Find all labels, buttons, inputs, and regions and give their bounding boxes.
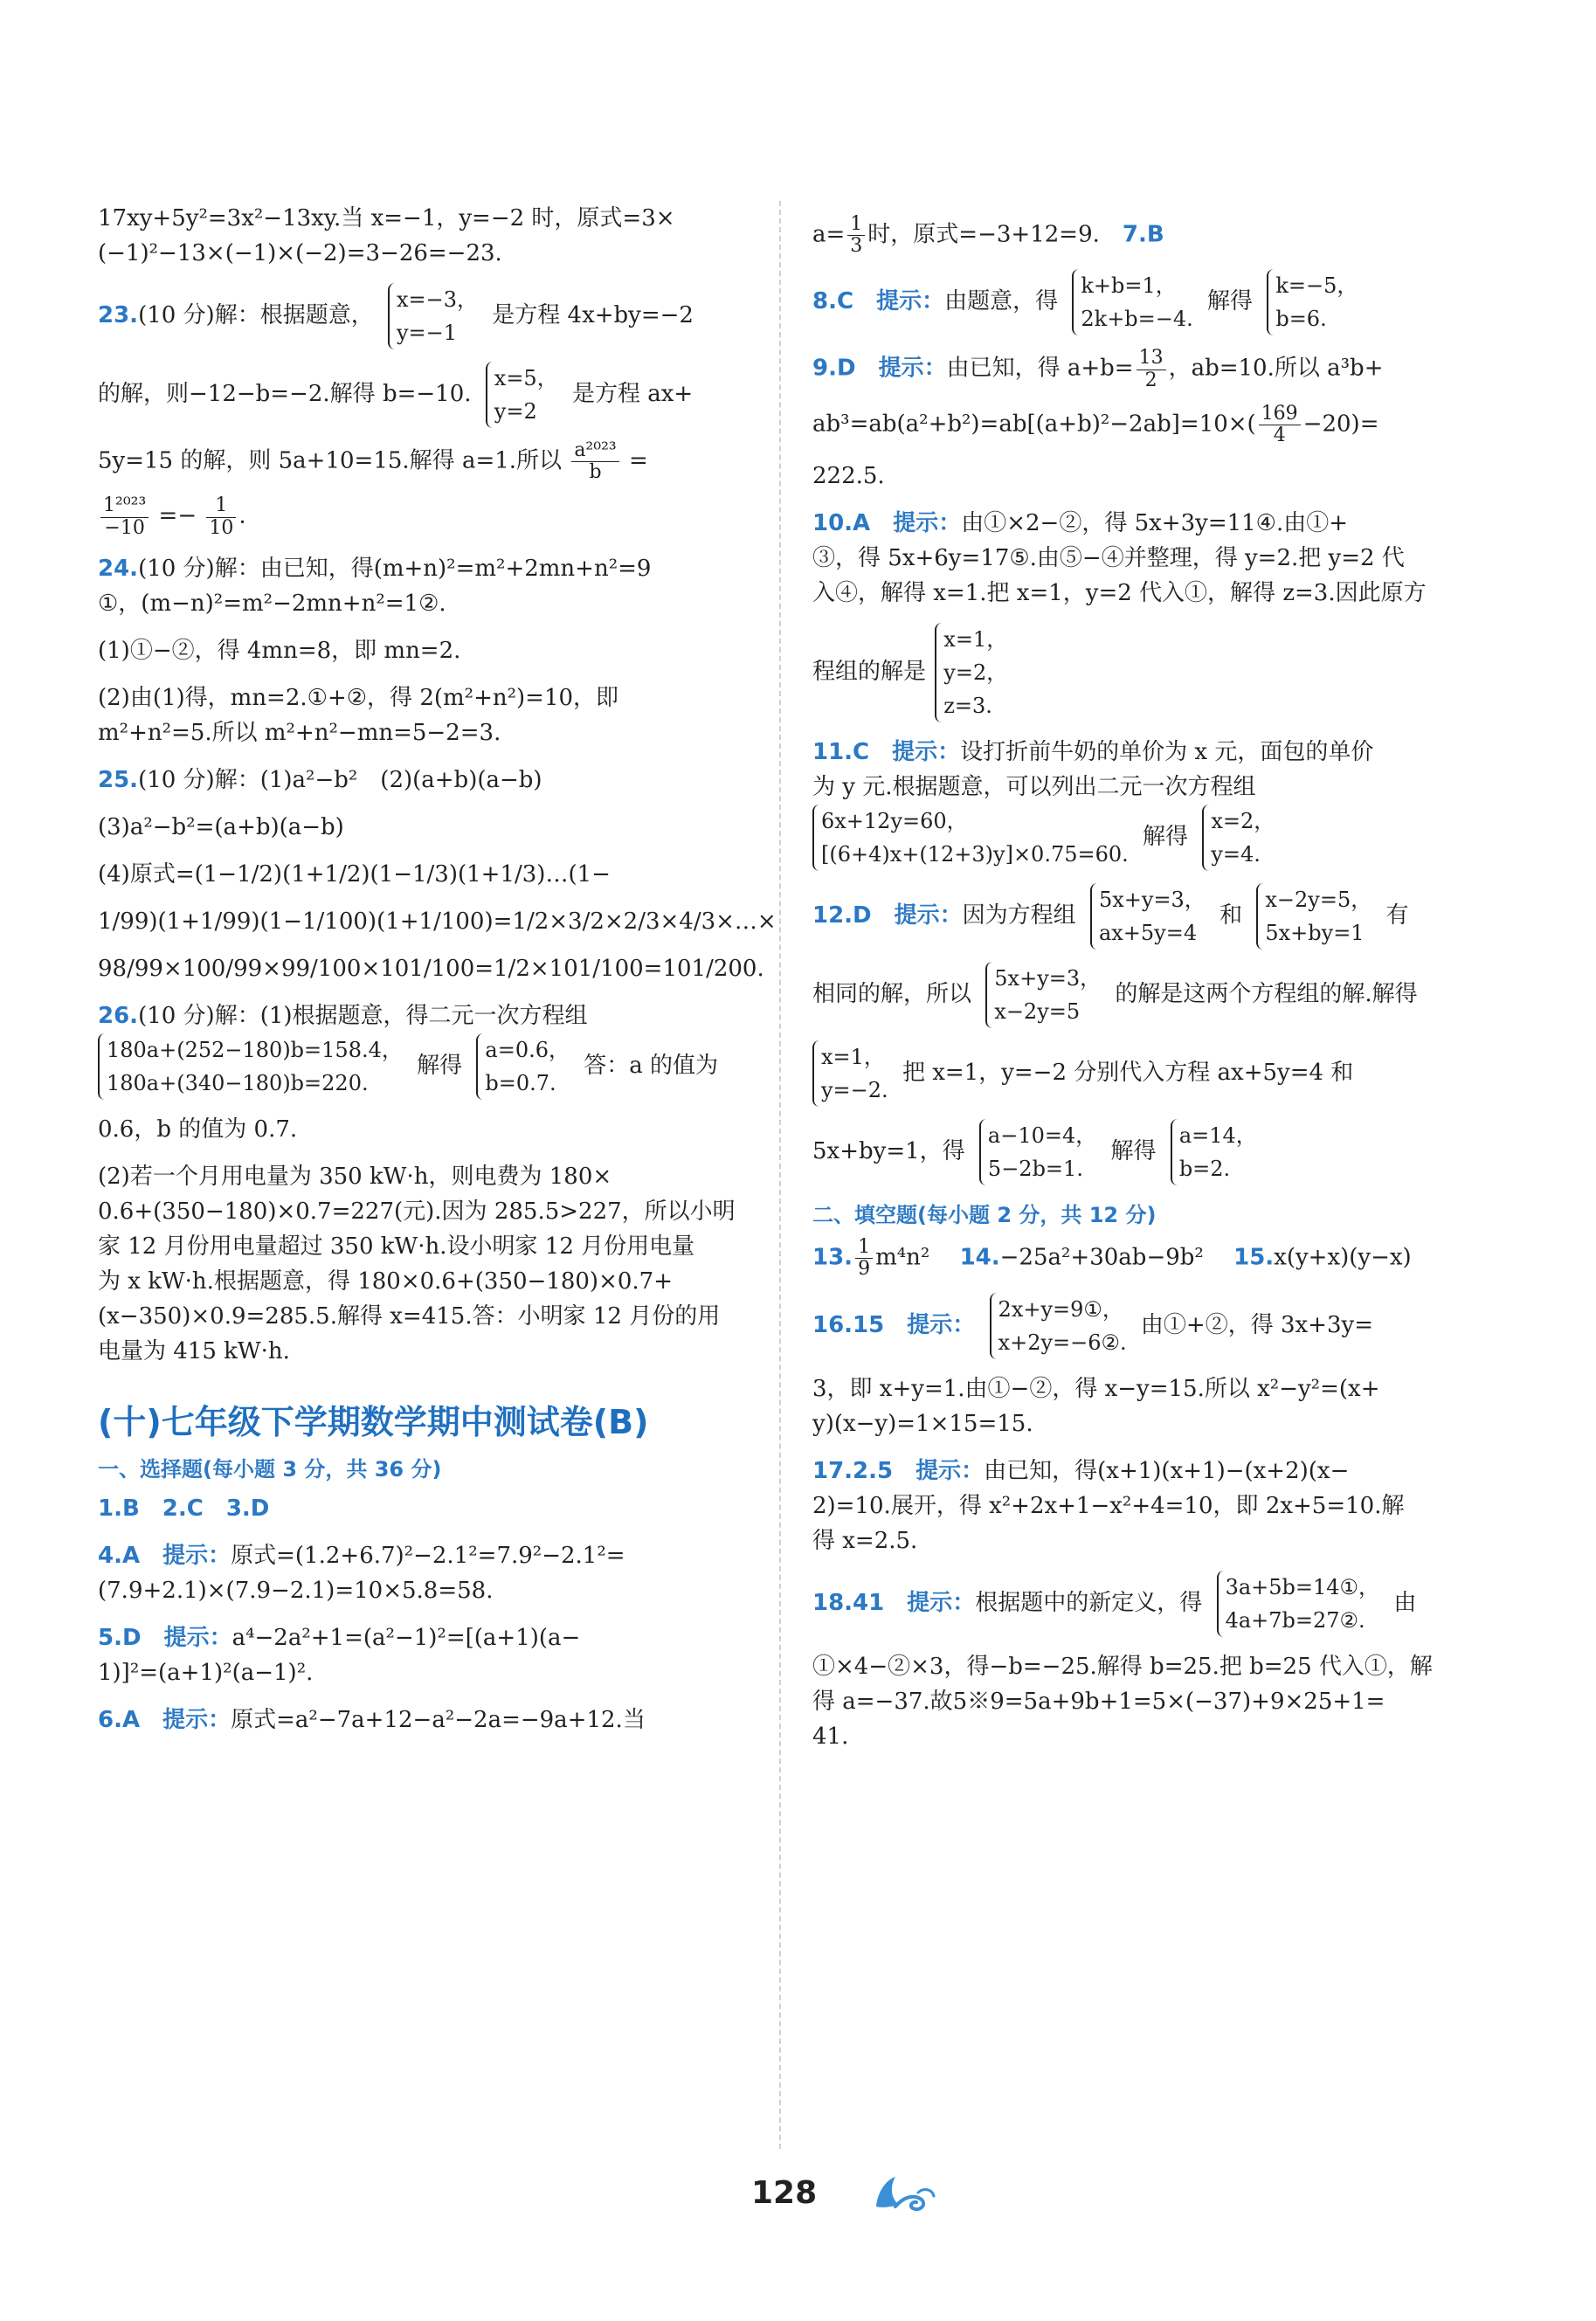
text-span: 解得 bbox=[417, 1052, 463, 1079]
text-line: (x−350)×0.9=285.5.解得 x=415.答：小明家 12 月份的用 bbox=[98, 1302, 721, 1330]
question-number: 9.D bbox=[812, 356, 856, 383]
text-span: (10 分)解：根据题意， bbox=[138, 302, 374, 328]
equation-system bbox=[935, 623, 1007, 722]
text-span: 把 x=1，y=−2 分别代入方程 ax+5y=4 和 bbox=[902, 1060, 1354, 1087]
text-line: (4)原式=(1−1/2)(1+1/2)(1−1/3)(1+1/3)…(1− bbox=[98, 860, 611, 888]
question-number: 24. bbox=[98, 555, 139, 582]
numerator: 13 bbox=[1137, 348, 1166, 370]
equation: b=6. bbox=[1275, 307, 1327, 332]
question-16 bbox=[812, 1293, 1485, 1359]
hint-label: 提示： bbox=[892, 739, 961, 766]
subsection-title: 二、填空题(每小题 2 分，共 12 分) bbox=[812, 1203, 1157, 1228]
equation: [(6+4)x+(12+3)y]×0.75=60. bbox=[821, 842, 1129, 867]
text-span: −25a²+30ab−9b² bbox=[999, 1244, 1204, 1271]
denominator: 9 bbox=[858, 1258, 871, 1281]
text-span: 由题意，得 bbox=[944, 288, 1059, 315]
hint-label: 提示： bbox=[907, 1589, 976, 1616]
text-line: 2)=10.展开，得 x²+2x+1−x²+4=10，即 2x+5=10.解 bbox=[812, 1492, 1405, 1519]
equation-system bbox=[812, 805, 1129, 871]
text-span: 解得 bbox=[1110, 1138, 1157, 1165]
text-span: 由已知，得 a+b= bbox=[946, 356, 1134, 383]
text-line: 电量为 415 kW·h. bbox=[98, 1337, 290, 1364]
text-line bbox=[98, 495, 770, 538]
question-number: 23. bbox=[98, 302, 139, 328]
equation: ax+5y=4 bbox=[1098, 921, 1198, 946]
text-line: 41. bbox=[812, 1723, 849, 1750]
fraction bbox=[206, 495, 236, 538]
left-column bbox=[98, 201, 777, 1737]
denominator: 2 bbox=[1144, 369, 1157, 391]
fraction bbox=[855, 1237, 873, 1280]
text-span: 设打折前牛奶的单价为 x 元，面包的单价 bbox=[960, 739, 1374, 766]
text-line bbox=[98, 1033, 770, 1100]
hint-label: 提示： bbox=[893, 510, 962, 537]
wave-logo-icon bbox=[869, 2172, 939, 2215]
text-span: 因为方程组 bbox=[962, 902, 1076, 929]
answer-7: 7.B bbox=[1122, 221, 1164, 248]
text-line: 得 x=2.5. bbox=[812, 1527, 918, 1554]
section-title: (十)七年级下学期数学期中测试卷(B) bbox=[98, 1402, 649, 1441]
text-line: 得 a=−37.故5※9=5a+9b+1=5×(−37)+9×25+1= bbox=[812, 1688, 1385, 1715]
equation-system bbox=[98, 1033, 403, 1100]
equation: x=1， bbox=[943, 627, 1008, 653]
text-span: 是方程 4x+by=−2 bbox=[492, 302, 694, 328]
equation-system bbox=[990, 1293, 1127, 1359]
equation-system bbox=[1267, 269, 1358, 335]
text-span: 解得 bbox=[1207, 288, 1254, 315]
question-18 bbox=[812, 1571, 1485, 1637]
equation: x=5， bbox=[494, 366, 558, 390]
text-span: 由①+②，得 3x+3y= bbox=[1140, 1311, 1373, 1338]
equation-system bbox=[1090, 883, 1206, 950]
question-4 bbox=[98, 1538, 770, 1573]
numerator: 1²⁰²³ bbox=[100, 495, 149, 517]
numerator: 1 bbox=[847, 214, 865, 236]
question-17 bbox=[812, 1454, 1485, 1489]
equation: 6x+12y=60， bbox=[821, 809, 968, 834]
numerator: 1 bbox=[855, 1237, 873, 1259]
equation-system bbox=[1217, 1571, 1379, 1637]
text-span: = bbox=[628, 447, 648, 474]
text-line: y)(x−y)=1×15=15. bbox=[812, 1410, 1033, 1437]
question-number: 12.D bbox=[812, 902, 872, 929]
text-line bbox=[812, 962, 1485, 1028]
equation-system bbox=[812, 1040, 888, 1107]
text-line: ①，(m−n)²=m²−2mn+n²=1②. bbox=[98, 590, 446, 617]
text-span: =− bbox=[158, 503, 197, 530]
text-span: (10 分)解：(1)a²−b² (2)(a+b)(a−b) bbox=[138, 766, 542, 793]
equation: y=4. bbox=[1211, 842, 1261, 867]
fraction bbox=[847, 214, 865, 257]
equation-system bbox=[979, 1119, 1096, 1185]
question-9 bbox=[812, 348, 1485, 390]
text-line: (−1)²−13×(−1)×(−2)=3−26=−23. bbox=[98, 240, 502, 266]
text-span: (10 分)解：(1)根据题意，得二元一次方程组 bbox=[138, 1002, 588, 1029]
question-12 bbox=[812, 883, 1485, 950]
text-span: −20)= bbox=[1302, 411, 1379, 438]
text-line: 为 x kW·h.根据题意，得 180×0.6+(350−180)×0.7+ bbox=[98, 1268, 673, 1295]
text-line: 17xy+5y²=3x²−13xy.当 x=−1，y=−2 时，原式=3× bbox=[98, 205, 675, 231]
hint-label: 提示： bbox=[162, 1542, 231, 1569]
equation: 180a+(252−180)b=158.4， bbox=[107, 1037, 403, 1062]
hint-label: 提示： bbox=[907, 1311, 976, 1338]
hint-label: 提示： bbox=[894, 902, 963, 929]
question-8 bbox=[812, 269, 1485, 335]
equation: 4a+7b=27②. bbox=[1225, 1607, 1365, 1633]
hint-label: 提示： bbox=[878, 356, 947, 383]
question-number: 5.D bbox=[98, 1624, 142, 1651]
text-line: (2)若一个月用电量为 350 kW·h，则电费为 180× bbox=[98, 1163, 612, 1190]
equation: 3a+5b=14①， bbox=[1225, 1574, 1380, 1599]
text-span: 程组的解是 bbox=[812, 659, 927, 686]
fraction bbox=[571, 440, 618, 483]
question-number: 10.A bbox=[812, 510, 871, 537]
text-span: 由 bbox=[1393, 1589, 1417, 1616]
answers-13-15 bbox=[812, 1237, 1485, 1280]
text-span: 根据题中的新定义，得 bbox=[975, 1589, 1203, 1616]
equation: 180a+(340−180)b=220. bbox=[107, 1070, 369, 1095]
equation: z=3. bbox=[943, 694, 992, 719]
text-span: m⁴n² bbox=[875, 1244, 930, 1271]
hint-label: 提示： bbox=[915, 1457, 985, 1484]
text-span: 由①×2−②，得 5x+3y=11④.由①+ bbox=[961, 510, 1349, 537]
question-number: 8.C bbox=[812, 288, 854, 315]
page-number: 128 bbox=[751, 2175, 818, 2211]
text-span: 答：a 的值为 bbox=[584, 1052, 719, 1079]
text-span: 5y=15 的解，则 5a+10=15.解得 a=1.所以 bbox=[98, 447, 563, 474]
equation: y=2， bbox=[943, 660, 1008, 686]
text-line bbox=[812, 1040, 1485, 1107]
text-span: ab³=ab(a²+b²)=ab[(a+b)²−2ab]=10×( bbox=[812, 411, 1256, 438]
right-column bbox=[812, 214, 1485, 1754]
question-number: 11.C bbox=[812, 739, 870, 766]
numerator: a²⁰²³ bbox=[571, 440, 618, 462]
denominator: 4 bbox=[1273, 424, 1286, 446]
numerator: 169 bbox=[1259, 404, 1301, 425]
text-span: 的解，则−12−b=−2.解得 b=−10. bbox=[98, 381, 472, 407]
text-line: 0.6，b 的值为 0.7. bbox=[98, 1116, 298, 1143]
equation-system bbox=[1256, 883, 1371, 950]
question-number: 18.41 bbox=[812, 1589, 885, 1616]
text-line: (2)由(1)得，mn=2.①+②，得 2(m²+n²)=10，即 bbox=[98, 684, 619, 711]
text-span: . bbox=[238, 503, 246, 530]
denominator: b bbox=[589, 461, 602, 484]
question-number: 25. bbox=[98, 766, 139, 793]
text-span: 时，原式=−3+12=9. bbox=[867, 221, 1100, 248]
text-line bbox=[812, 404, 1485, 446]
equation-system bbox=[1202, 805, 1275, 871]
text-line: 222.5. bbox=[812, 463, 885, 490]
text-line bbox=[98, 440, 770, 483]
text-span: 有 bbox=[1385, 902, 1409, 929]
text-span: 相同的解，所以 bbox=[812, 981, 972, 1008]
text-span: 原式=(1.2+6.7)²−2.1²=7.9²−2.1²= bbox=[231, 1542, 625, 1569]
text-line: ①×4−②×3，得−b=−25.解得 b=25.把 b=25 代入①，解 bbox=[812, 1653, 1433, 1680]
text-span: 的解是这两个方程组的解.解得 bbox=[1115, 981, 1418, 1008]
question-number: 14. bbox=[959, 1244, 1000, 1271]
text-span: 原式=a²−7a+12−a²−2a=−9a+12.当 bbox=[231, 1706, 646, 1733]
text-span: 解得 bbox=[1143, 824, 1189, 851]
question-number: 15. bbox=[1233, 1244, 1275, 1271]
question-number: 6.A bbox=[98, 1706, 141, 1733]
equation: a−10=4， bbox=[987, 1123, 1097, 1149]
equation: y=2 bbox=[494, 399, 537, 424]
text-span: x(y+x)(y−x) bbox=[1274, 1244, 1412, 1271]
equation: 2k+b=−4. bbox=[1081, 307, 1193, 332]
text-span: ，ab=10.所以 a³b+ bbox=[1168, 356, 1384, 383]
text-line bbox=[812, 1119, 1485, 1185]
question-10 bbox=[812, 506, 1485, 541]
question-25 bbox=[98, 763, 770, 798]
text-line: 98/99×100/99×99/100×101/100=1/2×101/100=101/200. bbox=[98, 955, 764, 982]
answers-1-3: 1.B 2.C 3.D bbox=[98, 1495, 270, 1522]
equation: 5−2b=1. bbox=[987, 1157, 1083, 1182]
equation: 5x+by=1 bbox=[1265, 921, 1365, 946]
text-line: 1)]²=(a+1)²(a−1)². bbox=[98, 1659, 314, 1686]
text-line: 为 y 元.根据题意，可以列出二元一次方程组 bbox=[812, 774, 1256, 801]
denominator: −10 bbox=[104, 516, 145, 539]
text-line: (7.9+2.1)×(7.9−2.1)=10×5.8=58. bbox=[98, 1577, 494, 1604]
fraction bbox=[1259, 404, 1301, 446]
text-span: 是方程 ax+ bbox=[571, 381, 694, 407]
question-number: 4.A bbox=[98, 1542, 141, 1569]
equation-system bbox=[476, 1033, 570, 1100]
column-divider bbox=[779, 201, 781, 2149]
equation: b=2. bbox=[1178, 1157, 1231, 1182]
text-line: 1/99)(1+1/99)(1−1/100)(1+1/100)=1/2×3/2×2/3×4/3×…× bbox=[98, 908, 777, 935]
equation: y=−2. bbox=[821, 1078, 888, 1103]
equation: k+b=1， bbox=[1081, 273, 1177, 299]
equation: 2x+y=9①， bbox=[998, 1296, 1123, 1322]
equation-system bbox=[1171, 1119, 1257, 1185]
text-span: 由已知，得(x+1)(x+1)−(x+2)(x− bbox=[984, 1457, 1350, 1484]
question-number: 17.2.5 bbox=[812, 1457, 894, 1484]
equation: b=0.7. bbox=[485, 1070, 556, 1095]
text-line: 家 12 月份用电量超过 350 kW·h.设小明家 12 月份用电量 bbox=[98, 1233, 695, 1260]
equation: x=−3， bbox=[396, 287, 478, 312]
question-number: 16.15 bbox=[812, 1311, 885, 1338]
subsection-title: 一、选择题(每小题 3 分，共 36 分) bbox=[98, 1456, 442, 1482]
fraction bbox=[100, 495, 149, 538]
question-24 bbox=[98, 551, 770, 586]
question-number: 26. bbox=[98, 1002, 139, 1029]
hint-label: 提示： bbox=[162, 1706, 231, 1733]
equation-system bbox=[1072, 269, 1192, 335]
text-line: (3)a²−b²=(a+b)(a−b) bbox=[98, 813, 344, 840]
text-span: 和 bbox=[1219, 902, 1243, 929]
text-line bbox=[812, 805, 1485, 871]
text-span: (10 分)解：由已知，得(m+n)²=m²+2mn+n²=9 bbox=[138, 555, 652, 582]
equation: 5x+y=3， bbox=[1098, 888, 1206, 913]
text-line: m²+n²=5.所以 m²+n²−mn=5−2=3. bbox=[98, 719, 501, 746]
equation: 5x+y=3， bbox=[994, 966, 1102, 991]
text-span: a= bbox=[812, 221, 846, 248]
equation: x=2， bbox=[1211, 809, 1275, 834]
equation-system bbox=[486, 362, 558, 428]
question-5 bbox=[98, 1620, 770, 1655]
text-line: ③，得 5x+6y=17⑤.由⑤−④并整理，得 y=2.把 y=2 代 bbox=[812, 545, 1405, 572]
text-line: 入④，解得 x=1.把 x=1，y=2 代入①，解得 z=3.因此原方 bbox=[812, 580, 1427, 607]
equation-system bbox=[985, 962, 1101, 1028]
text-line bbox=[812, 623, 1485, 722]
text-line: 3，即 x+y=1.由①−②，得 x−y=15.所以 x²−y²=(x+ bbox=[812, 1375, 1380, 1402]
equation: k=−5， bbox=[1275, 273, 1358, 299]
numerator: 1 bbox=[206, 495, 236, 517]
question-23 bbox=[98, 283, 770, 349]
text-span: a⁴−2a²+1=(a²−1)²=[(a+1)(a− bbox=[231, 1624, 581, 1651]
equation: x−2y=5 bbox=[994, 999, 1081, 1025]
question-number: 13. bbox=[812, 1244, 853, 1271]
equation: a=0.6， bbox=[485, 1037, 570, 1062]
text-span: 5x+by=1，得 bbox=[812, 1138, 965, 1165]
text-line: (1)①−②，得 4mn=8，即 mn=2. bbox=[98, 637, 461, 664]
equation-system bbox=[388, 283, 478, 349]
question-26 bbox=[98, 998, 770, 1033]
question-6 bbox=[98, 1703, 770, 1737]
denominator: 3 bbox=[850, 235, 863, 258]
equation: y=−1 bbox=[396, 321, 458, 345]
hint-label: 提示： bbox=[163, 1624, 232, 1651]
question-11 bbox=[812, 735, 1485, 770]
hint-label: 提示： bbox=[876, 288, 945, 315]
equation: x=1， bbox=[821, 1045, 885, 1070]
text-line bbox=[98, 362, 770, 428]
text-line bbox=[812, 214, 1485, 257]
fraction bbox=[1137, 348, 1166, 390]
equation: x−2y=5， bbox=[1265, 888, 1372, 913]
equation: a=14， bbox=[1178, 1123, 1257, 1149]
denominator: 10 bbox=[209, 516, 234, 539]
equation: x+2y=−6②. bbox=[998, 1330, 1127, 1355]
text-line: 0.6+(350−180)×0.7=227(元).因为 285.5>227，所以小明 bbox=[98, 1198, 736, 1225]
